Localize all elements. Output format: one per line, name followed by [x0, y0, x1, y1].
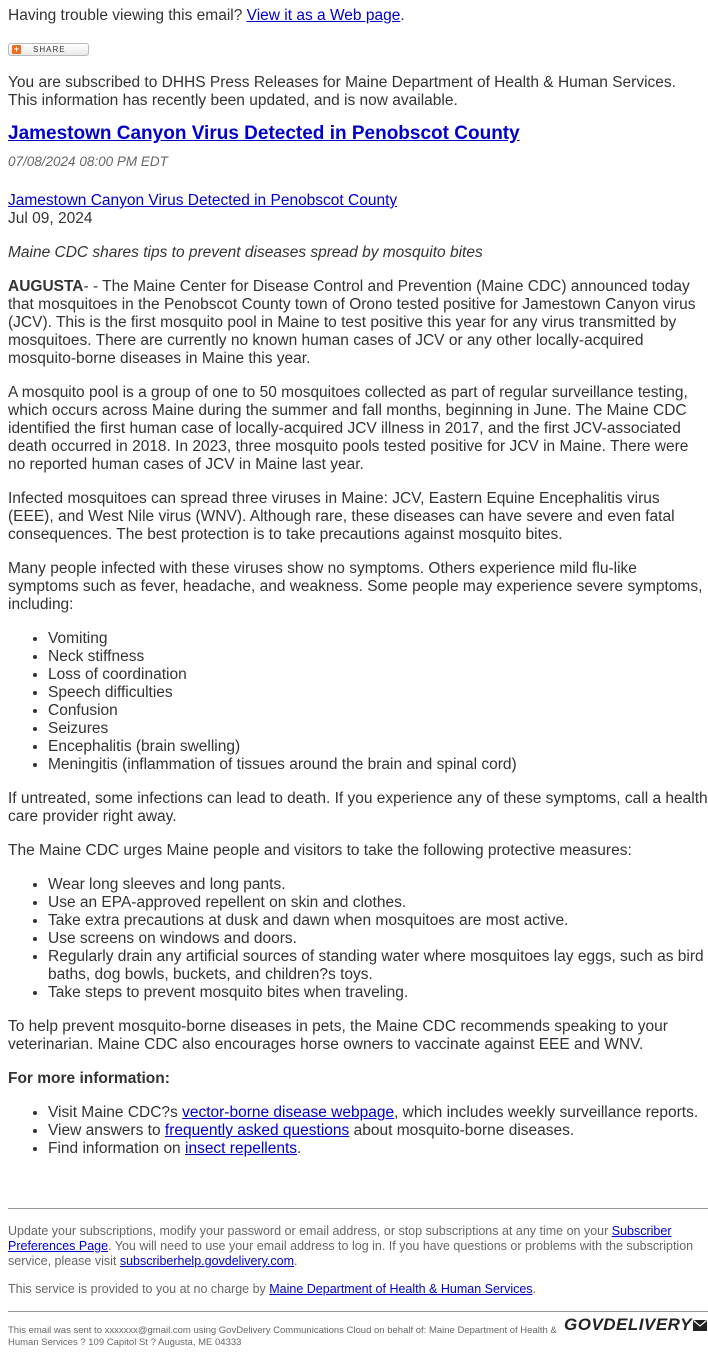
paragraph-1: [8, 278, 708, 368]
symptom-item: • Encephalitis (brain swelling): [48, 738, 708, 756]
measures-list: [8, 876, 708, 1002]
measure-item: • Wear long sleeves and long pants.: [48, 876, 708, 894]
vector-borne-webpage-link[interactable]: vector-borne disease webpage: [182, 1104, 395, 1121]
sent-to-notice: This email was sent to xxxxxxx@gmail.com using GovDelivery Communications Cloud on behalf of: Maine Department of Health & Human Services ? 109 Capitol St ? Augusta, ME 04333: [8, 1325, 557, 1348]
article-date: Jul 09, 2024: [8, 210, 93, 227]
measure-item: • Use screens on windows and doors.: [48, 930, 708, 948]
subscription-preferences-text: [8, 1224, 708, 1269]
more-info-item: [48, 1122, 708, 1140]
share-label: SHARE: [33, 44, 66, 54]
subscriber-preferences-link[interactable]: Subscriber Preferences Page: [8, 1224, 672, 1253]
paragraph-7: To help prevent mosquito-borne diseases in pets, the Maine CDC recommends speaking to your veterinarian. Maine CDC also encourages horse owners to vaccinate against EEE and WNV.: [8, 1018, 668, 1053]
maine-dhhs-link[interactable]: Maine Department of Health & Human Services: [269, 1282, 533, 1296]
article-subhead-link[interactable]: Jamestown Canyon Virus Detected in Penobscot County: [8, 192, 398, 209]
measure-item: • Take extra precautions at dusk and dawn when mosquitoes are most active.: [48, 912, 708, 930]
more-info-text: , which includes weekly surveillance reports.: [394, 1104, 699, 1121]
symptom-item: • Loss of coordination: [48, 666, 708, 684]
more-info-text: View answers to: [48, 1122, 165, 1139]
article-tagline: Maine CDC shares tips to prevent diseases spread by mosquito bites: [8, 244, 483, 261]
trouble-viewing-line: [8, 7, 405, 25]
subscriber-help-link[interactable]: subscriberhelp.govdelivery.com: [119, 1254, 295, 1268]
symptom-item: • Confusion: [48, 702, 708, 720]
paragraph-6: The Maine CDC urges Maine people and visitors to take the following protective measures:: [8, 842, 632, 859]
envelope-icon: [693, 1320, 707, 1331]
service-text: .: [532, 1282, 537, 1296]
trouble-end: .: [400, 7, 405, 24]
footer-divider: [8, 1311, 708, 1312]
share-button[interactable]: [8, 43, 89, 56]
paragraph-1-text: - - The Maine Center for Disease Control and Prevention (Maine CDC) announced today that mosquitoes in the Penobscot County town of Orono tested positive for Jamestown Canyon virus (JCV). This is the first mosquito pool in Maine to test positive this year for any virus transmitted by mosquitoes. There are currently no known human cases of JCV or any other locally-acquired mosquito-borne diseases in Maine this year.: [8, 278, 696, 367]
share-plus-icon: +: [13, 44, 20, 54]
paragraph-2: A mosquito pool is a group of one to 50 mosquitoes collected as part of regular surveillance testing, which occurs across Maine during the summer and fall months, beginning in June. The Maine CDC identified the first human case of locally-acquired JCV illness in 2017, and the first JCV-associated death occurred in 2018. In 2023, three mosquito pools tested positive for JCV in Maine. There were no reported human cases of JCV in Maine last year.: [8, 384, 689, 473]
symptom-item: • Meningitis (inflammation of tissues around the brain and spinal cord): [48, 756, 708, 774]
article-body: [8, 192, 708, 1174]
subscription-notice: You are subscribed to DHHS Press Releases for Maine Department of Health & Human Services. This information has recently been updated, and is now available.: [8, 74, 676, 109]
article-header: [8, 192, 708, 228]
footer-divider: [8, 1208, 708, 1209]
more-info-text: Find information on: [48, 1140, 185, 1157]
prefs-text: .: [294, 1254, 298, 1268]
more-info-text: Visit Maine CDC?s: [48, 1104, 183, 1121]
paragraph-5: If untreated, some infections can lead to death. If you experience any of these symptoms, call a health care provider right away.: [8, 790, 708, 825]
symptom-item: • Vomiting: [48, 630, 708, 648]
measure-item: • Take steps to prevent mosquito bites when traveling.: [48, 984, 708, 1002]
measure-item: • Regularly drain any artificial sources of standing water where mosquitoes lay eggs, such as bird baths, dog bowls, buckets, and children?s toys.: [48, 948, 708, 984]
symptom-item: • Neck stiffness: [48, 648, 708, 666]
dateline: AUGUSTA: [8, 278, 84, 295]
more-info-item: [48, 1140, 708, 1158]
service-provider-text: [8, 1282, 708, 1297]
symptom-item: • Speech difficulties: [48, 684, 708, 702]
measure-item: • Use an EPA-approved repellent on skin and clothes.: [48, 894, 708, 912]
more-info-item: [48, 1104, 708, 1122]
prefs-text: Update your subscriptions, modify your password or email address, or stop subscriptions at any time on your: [8, 1224, 612, 1238]
article-title-link[interactable]: Jamestown Canyon Virus Detected in Penobscot County: [8, 123, 520, 144]
more-info-text: about mosquito-borne diseases.: [349, 1122, 575, 1139]
article-headline: [8, 125, 520, 143]
faq-link[interactable]: frequently asked questions: [164, 1122, 350, 1139]
view-web-page-link[interactable]: View it as a Web page: [246, 7, 401, 24]
prefs-text: . You will need to use your email address to log in. If you have questions or problems with the subscription service, please visit: [8, 1239, 694, 1268]
symptoms-list: [8, 630, 708, 774]
more-info-text: .: [297, 1140, 302, 1157]
more-info-list: [8, 1104, 708, 1158]
insect-repellents-link[interactable]: insect repellents: [185, 1140, 298, 1157]
paragraph-4: Many people infected with these viruses show no symptoms. Others experience mild flu-like symptoms such as fever, headache, and weakness. Some people may experience severe symptoms, including:: [8, 560, 703, 613]
paragraph-3: Infected mosquitoes can spread three viruses in Maine: JCV, Eastern Equine Encephalitis virus (EEE), and West Nile virus (WNV). Although rare, these diseases can have severe and even fatal consequences. The best protection is to take precautions against mosquito bites.: [8, 490, 675, 543]
govdelivery-logo: GOVDELIVERY: [564, 1315, 692, 1334]
trouble-text: Having trouble viewing this email?: [8, 7, 247, 24]
published-timestamp: 07/08/2024 08:00 PM EDT: [8, 154, 168, 169]
symptom-item: • Seizures: [48, 720, 708, 738]
more-info-heading: For more information:: [8, 1070, 170, 1087]
service-text: This service is provided to you at no charge by: [8, 1282, 270, 1296]
